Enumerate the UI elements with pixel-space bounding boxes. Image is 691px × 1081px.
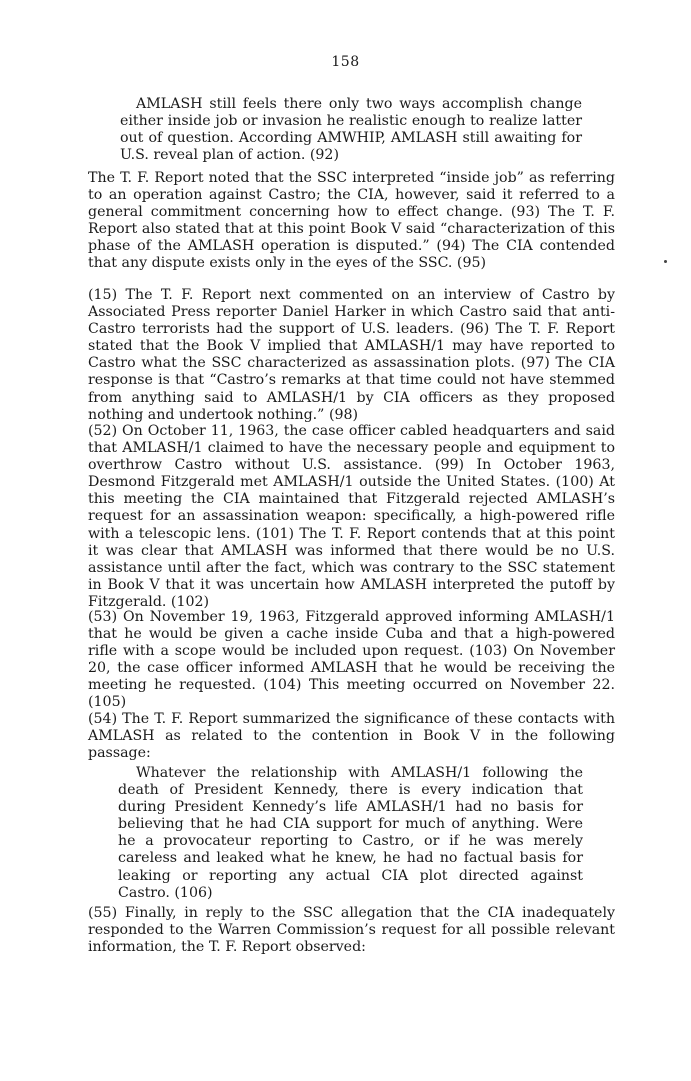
paragraph-text: (55) Finally, in reply to the SSC allegation that the CIA inadequately responded to the Warren Commission’s request for all possible relevant information, the T. F. Report observed:	[88, 905, 615, 956]
paragraph-text: (53) On November 19, 1963, Fitzgerald approved informing AMLASH/1 that he would be given a cache inside Cuba and that a high-powered rifle with a scope would be included upon request. (103) On November 20, the case officer informed AMLASH that he would be receiving the meeting he requested. (104) This meeting occurred on November 22. (105)	[88, 609, 615, 711]
paragraph-53	[88, 609, 615, 712]
margin-speck	[664, 260, 667, 263]
paragraph-55	[88, 905, 615, 956]
paragraph-15	[88, 287, 615, 424]
paragraph-text: (54) The T. F. Report summarized the significance of these contacts with AMLASH as related to the contention in Book V in the following passage:	[88, 711, 615, 762]
paragraph-text: (52) On October 11, 1963, the case officer cabled headquarters and said that AMLASH/1 claimed to have the necessary people and equipment to overthrow Castro without U.S. assistance. (99) In October 1963, Desmond Fitzgerald met AMLASH/1 outside the United States. (100) At this meeting the CIA maintained that Fitzgerald rejected AMLASH’s request for an assassination weapon: specifically, a high-powered rifle with a telescopic lens. (101) The T. F. Report contends that at this point it was clear that AMLASH was informed that there would be no U.S. assistance until after the fact, which was contrary to the SSC statement in Book V that it was uncertain how AMLASH interpreted the putoff by Fitzgerald. (102)	[88, 423, 615, 610]
block-quote-text: Whatever the relationship with AMLASH/1 following the death of President Kennedy, there is every indication that during President Kennedy’s life AMLASH/1 had no basis for believing that he had CIA support for much of anything. Were he a provocateur reporting to Castro, or if he was merely careless and leaked what he knew, he had no factual basis for leaking or reporting any actual CIA plot directed against Castro. (106)	[118, 765, 583, 901]
cable-quote-text: AMLASH still feels there only two ways accomplish change either inside job or invasion he realistic enough to realize latter out of question. According AMWHIP, AMLASH still awaiting for U.S. reveal plan of action. (92)	[120, 96, 582, 164]
paragraph-54	[88, 711, 615, 762]
block-quote	[118, 765, 583, 902]
paragraph-52	[88, 423, 615, 611]
cable-quote	[120, 96, 582, 164]
paragraph-inside-job	[88, 170, 615, 273]
page-number: 158	[331, 54, 360, 70]
paragraph-text: (15) The T. F. Report next commented on an interview of Castro by Associated Press reporter Daniel Harker in which Castro said that anti-Castro terrorists had the support of U.S. leaders. (96) The T. F. Report stated that the Book V implied that AMLASH/1 may have reported to Castro what the SSC characterized as assassination plots. (97) The CIA response is that “Castro’s remarks at that time could not have stemmed from anything said to AMLASH/1 by CIA officers as they proposed nothing and undertook nothing.” (98)	[88, 287, 615, 423]
paragraph-text: The T. F. Report noted that the SSC interpreted “inside job” as referring to an operation against Castro; the CIA, however, said it referred to a general commitment concerning how to effect change. (93) The T. F. Report also stated that at this point Book V said “characterization of this phase of the AMLASH operation is disputed.” (94) The CIA contended that any dispute exists only in the eyes of the SSC. (95)	[88, 170, 615, 272]
